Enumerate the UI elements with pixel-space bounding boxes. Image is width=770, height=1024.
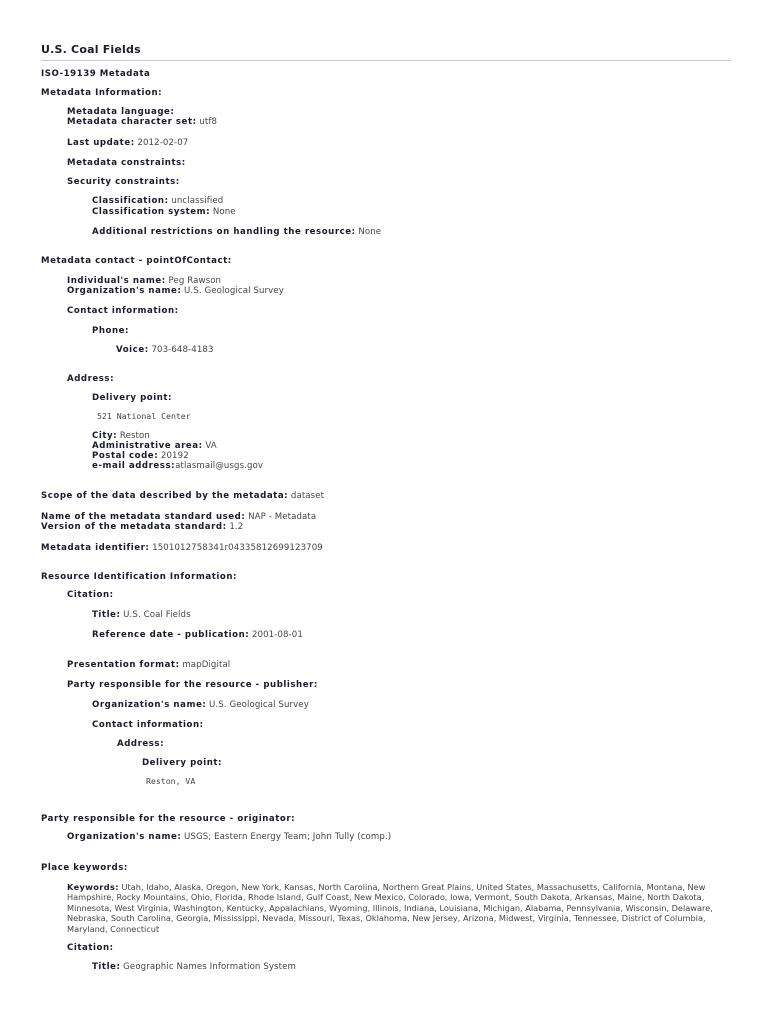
keywords-paragraph (67, 882, 731, 934)
classification-system-label: Classification system: (92, 207, 211, 217)
citation-heading: Citation: (67, 590, 114, 600)
standard-version-row (41, 522, 243, 533)
publisher-org-row (92, 700, 309, 711)
reference-date-value: 2001-08-01 (251, 630, 303, 640)
metadata-constraints-heading: Metadata constraints: (67, 158, 186, 168)
reference-date-row (92, 630, 303, 641)
last-update-label: Last update: (67, 138, 135, 148)
resource-identification-heading: Resource Identification Information: (41, 572, 237, 582)
metadata-identifier-value: 1501012758341r04335812699123709 (152, 543, 323, 553)
email-row (92, 461, 263, 472)
originator-org-label: Organization's name: (67, 832, 182, 842)
classification-value: unclassified (171, 196, 224, 206)
metadata-charset-value: utf8 (199, 117, 218, 127)
standard-version-value: 1.2 (229, 522, 244, 532)
presentation-format-value: mapDigital (182, 660, 231, 670)
city-value: Reston (119, 431, 150, 441)
voice-row (116, 345, 214, 356)
additional-restrictions-row (92, 227, 381, 238)
keywords-value: Utah, Idaho, Alaska, Oregon, New York, Kansas, North Carolina, Northern Great Plains, United States, Massachusetts, California, Montana, New Hampshire, Rocky Mountains, Ohio, Florida, Rhode Island, Gulf Coast, New Mexico, Colorado, Iowa, Vermont, South Dakota, Arkansas, Maine, North Dakota, Minnesota, West Virginia, Washington, Kentucky, Appalachians, Wyoming, Illinois, Indiana, Louisiana, Michigan, Alabama, Pennsylvania, Wisconsin, Delaware, Nebraska, South Carolina, Georgia, Mississippi, Nevada, Missouri, Texas, Oklahoma, New Jersey, Arizona, Midwest, Virginia, Tennessee, District of Columbia, Maryland, Connecticut (67, 882, 713, 934)
presentation-format-row (67, 660, 230, 671)
standard-version-label: Version of the metadata standard: (41, 522, 227, 532)
presentation-format-label: Presentation format: (67, 660, 180, 670)
individual-name-label: Individual's name: (67, 276, 166, 286)
reference-date-label: Reference date - publication: (92, 630, 250, 640)
classification-row (92, 196, 223, 207)
organization-name-value: U.S. Geological Survey (184, 286, 284, 296)
additional-restrictions-label: Additional restrictions on handling the resource: (92, 227, 356, 237)
delivery-point-label: Delivery point: (92, 393, 173, 403)
postal-code-value: 20192 (160, 451, 189, 461)
publisher-delivery-point-label: Delivery point: (142, 758, 223, 768)
scope-value: dataset (290, 491, 325, 501)
organization-name-row (67, 286, 284, 297)
publisher-org-value: U.S. Geological Survey (209, 700, 309, 710)
scope-label: Scope of the data described by the metadata: (41, 491, 289, 501)
place-keywords-heading: Place keywords: (41, 863, 128, 873)
email-label: e-mail address: (92, 461, 176, 471)
admin-area-value: VA (205, 441, 217, 451)
postal-code-label: Postal code: (92, 451, 159, 461)
last-update-row (67, 138, 188, 149)
keywords-label: Keywords: (67, 882, 119, 892)
contact-information-heading: Contact information: (67, 306, 179, 316)
metadata-information-heading: Metadata Information: (41, 88, 163, 98)
metadata-charset-label: Metadata character set: (67, 117, 197, 127)
individual-name-value: Peg Rawson (168, 276, 222, 286)
metadata-language-label: Metadata language: (67, 107, 175, 117)
publisher-delivery-point-value: Reston, VA (146, 776, 196, 786)
originator-org-row (67, 832, 391, 843)
party-originator-heading: Party responsible for the resource - originator: (41, 814, 296, 824)
metadata-identifier-label: Metadata identifier: (41, 543, 150, 553)
publisher-address-heading: Address: (117, 739, 165, 749)
classification-system-value: None (212, 207, 236, 217)
classification-label: Classification: (92, 196, 169, 206)
voice-label: Voice: (116, 345, 149, 355)
resource-title-row (92, 610, 191, 621)
keywords-title-value: Geographic Names Information System (123, 962, 296, 972)
resource-title-label: Title: (92, 610, 121, 620)
publisher-org-label: Organization's name: (92, 700, 207, 710)
keywords-title-row (92, 962, 296, 973)
standard-name-value: NAP - Metadata (248, 512, 317, 522)
address-heading: Address: (67, 374, 115, 384)
organization-name-label: Organization's name: (67, 286, 182, 296)
page-title: U.S. Coal Fields (41, 43, 141, 56)
voice-value: 703-648-4183 (151, 345, 214, 355)
title-divider (41, 60, 731, 61)
phone-heading: Phone: (92, 326, 130, 336)
email-value: atlasmail@usgs.gov (175, 461, 264, 471)
security-constraints-heading: Security constraints: (67, 177, 180, 187)
originator-org-value: USGS; Eastern Energy Team; John Tully (comp.) (184, 832, 392, 842)
admin-area-label: Administrative area: (92, 441, 203, 451)
iso-heading: ISO-19139 Metadata (41, 69, 151, 79)
resource-title-value: U.S. Coal Fields (123, 610, 191, 620)
additional-restrictions-value: None (358, 227, 382, 237)
city-label: City: (92, 431, 118, 441)
metadata-contact-heading: Metadata contact - pointOfContact: (41, 256, 232, 266)
last-update-value: 2012-02-07 (137, 138, 189, 148)
delivery-point-value: 521 National Center (97, 411, 191, 421)
standard-name-label: Name of the metadata standard used: (41, 512, 246, 522)
metadata-identifier-row (41, 543, 323, 554)
keywords-title-label: Title: (92, 962, 121, 972)
classification-system-row (92, 207, 236, 218)
scope-row (41, 491, 324, 502)
keywords-citation-heading: Citation: (67, 943, 114, 953)
party-publisher-heading: Party responsible for the resource - publisher: (67, 680, 318, 690)
publisher-contact-heading: Contact information: (92, 720, 204, 730)
metadata-charset-row (67, 117, 217, 128)
